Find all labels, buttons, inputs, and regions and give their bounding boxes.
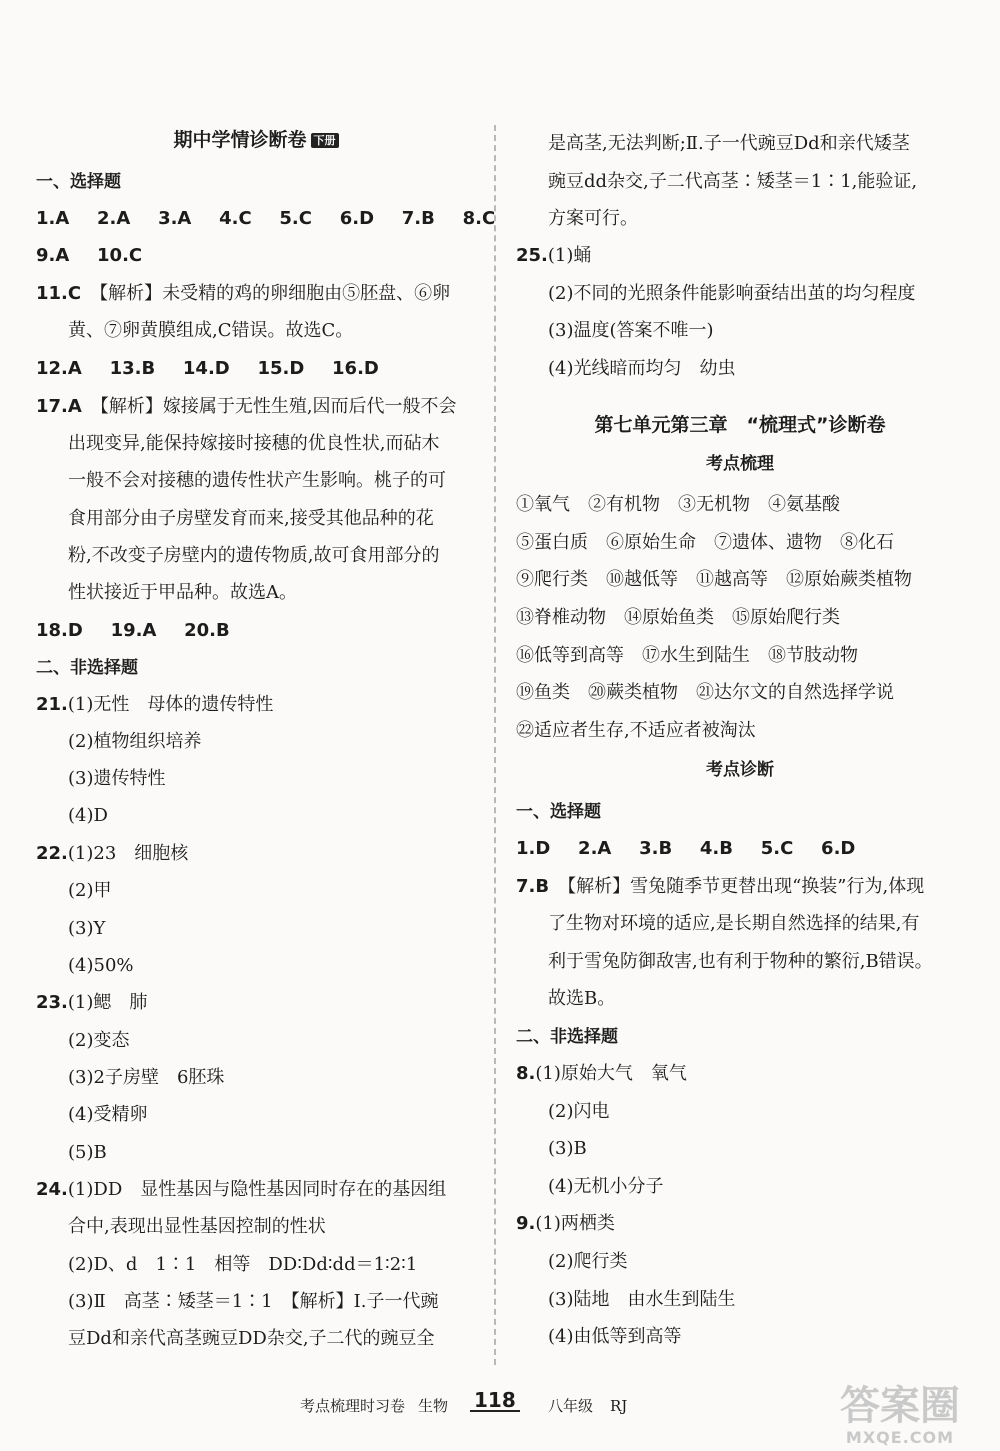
q7-line-4: 故选B。: [548, 988, 616, 1009]
q17-line-4: 食用部分由子房壁发育而来,接受其他品种的花: [68, 508, 434, 529]
answer-item: 1.A: [36, 208, 70, 229]
answer-item: 20.B: [184, 620, 230, 641]
q25-line-1: 25.(1)蛹: [516, 245, 592, 266]
q25-line-2: (2)不同的光照条件能影响蚕结出茧的均匀程度: [548, 283, 916, 304]
q7-line-1: 7.B 【解析】雪兔随季节更替出现“换装”行为,体现: [516, 876, 925, 897]
answer-item: 4.C: [219, 208, 252, 229]
answer-item: 18.D: [36, 620, 83, 641]
q17-line-5: 粉,不改变子房壁内的遗传物质,故可食用部分的: [68, 545, 440, 566]
q22-line-1: 22.(1)23 细胞核: [36, 843, 189, 864]
q22-line-2: (2)甲: [68, 880, 112, 901]
answer-item: 8.C: [462, 208, 496, 229]
volume-badge: 下册: [311, 133, 339, 148]
q9-line-4: (4)由低等到高等: [548, 1326, 682, 1347]
q9-line-3: (3)陆地 由水生到陆生: [548, 1289, 736, 1310]
keypoint-line: ⑬脊椎动物 ⑭原始鱼类 ⑮原始爬行类: [516, 607, 840, 628]
answer-item: 16.D: [332, 358, 379, 379]
q25-line-3: (3)温度(答案不唯一): [548, 320, 714, 341]
subheading-diagnosis: 考点诊断: [706, 760, 774, 780]
column-divider: [494, 125, 496, 1365]
q24-continued-2: 豌豆dd杂交,子二代高茎∶矮茎＝1∶1,能验证,: [548, 171, 918, 192]
q24-line-2: 合中,表现出显性基因控制的性状: [68, 1216, 326, 1237]
q9-line-1: 9.(1)两栖类: [516, 1213, 615, 1234]
q22-line-4: (4)50%: [68, 955, 134, 976]
q24-continued-3: 方案可行。: [548, 208, 638, 229]
q23-line-3: (3)2子房壁 6胚珠: [68, 1067, 225, 1088]
q8-line-2: (2)闪电: [548, 1101, 610, 1122]
q23-line-1: 23.(1)鳃 肺: [36, 992, 148, 1013]
answer-row-2: [36, 244, 142, 268]
answer-row-1: [36, 207, 495, 231]
answer-item: 4.B: [699, 838, 733, 859]
page-number: 118: [470, 1390, 520, 1412]
keypoint-line: ⑯低等到高等 ⑰水生到陆生 ⑱节肢动物: [516, 645, 858, 666]
keypoint-line: ⑤蛋白质 ⑥原始生命 ⑦遗体、遗物 ⑧化石: [516, 532, 894, 553]
answer-item: 19.A: [110, 620, 157, 641]
q24-continued-1: 是高茎,无法判断;Ⅱ.子一代豌豆Dd和亲代矮茎: [548, 133, 910, 154]
answer-item: 6.D: [821, 838, 856, 859]
q17-line-1: 17.A 【解析】嫁接属于无性生殖,因而后代一般不会: [36, 396, 457, 417]
q7-line-3: 利于雪兔防御敌害,也有利于物种的繁衍,B错误。: [548, 951, 933, 972]
answer-item: 14.D: [182, 358, 230, 379]
exam-title: 期中学情诊断卷 下册: [36, 128, 476, 152]
q8-line-3: (3)B: [548, 1138, 587, 1159]
keypoint-line: ①氧气 ②有机物 ③无机物 ④氨基酸: [516, 494, 840, 515]
subheading-review: 考点梳理: [706, 454, 774, 474]
footer-subject: 生物: [418, 1397, 449, 1415]
q21-line-2: (2)植物组织培养: [68, 731, 202, 752]
answer-item: 3.A: [158, 208, 192, 229]
keypoint-line: ⑲鱼类 ⑳蕨类植物 ㉑达尔文的自然选择学说: [516, 682, 894, 703]
q8-line-1: 8.(1)原始大气 氧气: [516, 1063, 687, 1084]
q11-line-2: 黄、⑦卵黄膜组成,C错误。故选C。: [68, 320, 354, 341]
answer-item: 2.A: [578, 838, 612, 859]
keypoint-line: ⑨爬行类 ⑩越低等 ⑪越高等 ⑫原始蕨类植物: [516, 569, 912, 590]
section-heading-nonchoice: 二、非选择题: [36, 658, 138, 678]
answer-item: 5.C: [760, 838, 794, 859]
q11-line-1: 11.C 【解析】未受精的鸡的卵细胞由⑤胚盘、⑥卵: [36, 283, 451, 304]
q24-line-4: (3)Ⅱ 高茎∶矮茎＝1∶1 【解析】Ⅰ.子一代豌: [68, 1291, 439, 1312]
answer-row-4: [36, 619, 230, 643]
answer-row-1: [516, 837, 855, 861]
q24-line-1: 24.(1)DD 显性基因与隐性基因同时存在的基因组: [36, 1179, 447, 1200]
q24-line-3: (2)D、d 1∶1 相等 DD∶Dd∶dd＝1∶2∶1: [68, 1254, 418, 1275]
q25-line-4: (4)光线暗而均匀 幼虫: [548, 358, 736, 379]
answer-row-3: [36, 357, 379, 381]
q24-line-5: 豆Dd和亲代高茎豌豆DD杂交,子二代的豌豆全: [68, 1328, 435, 1349]
section-heading-nonchoice: 二、非选择题: [516, 1027, 618, 1047]
q7-line-2: 了生物对环境的适应,是长期自然选择的结果,有: [548, 913, 920, 934]
q23-line-5: (5)B: [68, 1142, 107, 1163]
answer-item: 12.A: [36, 358, 82, 379]
footer-book-title: 考点梳理时习卷: [300, 1397, 406, 1415]
answer-item: 6.D: [339, 208, 375, 229]
q21-line-1: 21.(1)无性 母体的遗传特性: [36, 694, 274, 715]
q21-line-3: (3)遗传特性: [68, 768, 166, 789]
q21-line-4: (4)D: [68, 805, 108, 826]
q23-line-2: (2)变态: [68, 1030, 130, 1051]
answer-item: 1.D: [516, 838, 551, 859]
answer-item: 13.B: [109, 358, 156, 379]
section-heading-choice: 一、选择题: [36, 172, 121, 192]
q17-line-3: 一般不会对接穗的遗传性状产生影响。桃子的可: [68, 470, 446, 491]
answer-item: 5.C: [279, 208, 312, 229]
section-heading-choice: 一、选择题: [516, 802, 601, 822]
answer-item: 2.A: [97, 208, 131, 229]
answer-item: 9.A: [36, 245, 70, 266]
watermark-logo-text: 答案圈: [840, 1383, 960, 1429]
q22-line-3: (3)Y: [68, 918, 106, 939]
answer-item: 3.B: [639, 838, 673, 859]
keypoint-line: ㉒适应者生存,不适应者被淘汰: [516, 720, 756, 741]
answer-item: 7.B: [401, 208, 435, 229]
unit-title: 第七单元第三章 “梳理式”诊断卷: [594, 414, 886, 436]
watermark-url: MXQE.COM: [845, 1428, 955, 1447]
footer-grade: 八年级: [548, 1397, 594, 1415]
answer-item: 10.C: [97, 245, 143, 266]
answer-item: 15.D: [257, 358, 305, 379]
q8-line-4: (4)无机小分子: [548, 1176, 664, 1197]
q9-line-2: (2)爬行类: [548, 1251, 628, 1272]
q17-line-6: 性状接近于甲品种。故选A。: [68, 582, 297, 603]
q17-line-2: 出现变异,能保持嫁接时接穗的优良性状,而砧木: [68, 433, 440, 454]
watermark: [812, 1384, 988, 1447]
q23-line-4: (4)受精卵: [68, 1104, 148, 1125]
footer-edition: RJ: [610, 1397, 628, 1415]
